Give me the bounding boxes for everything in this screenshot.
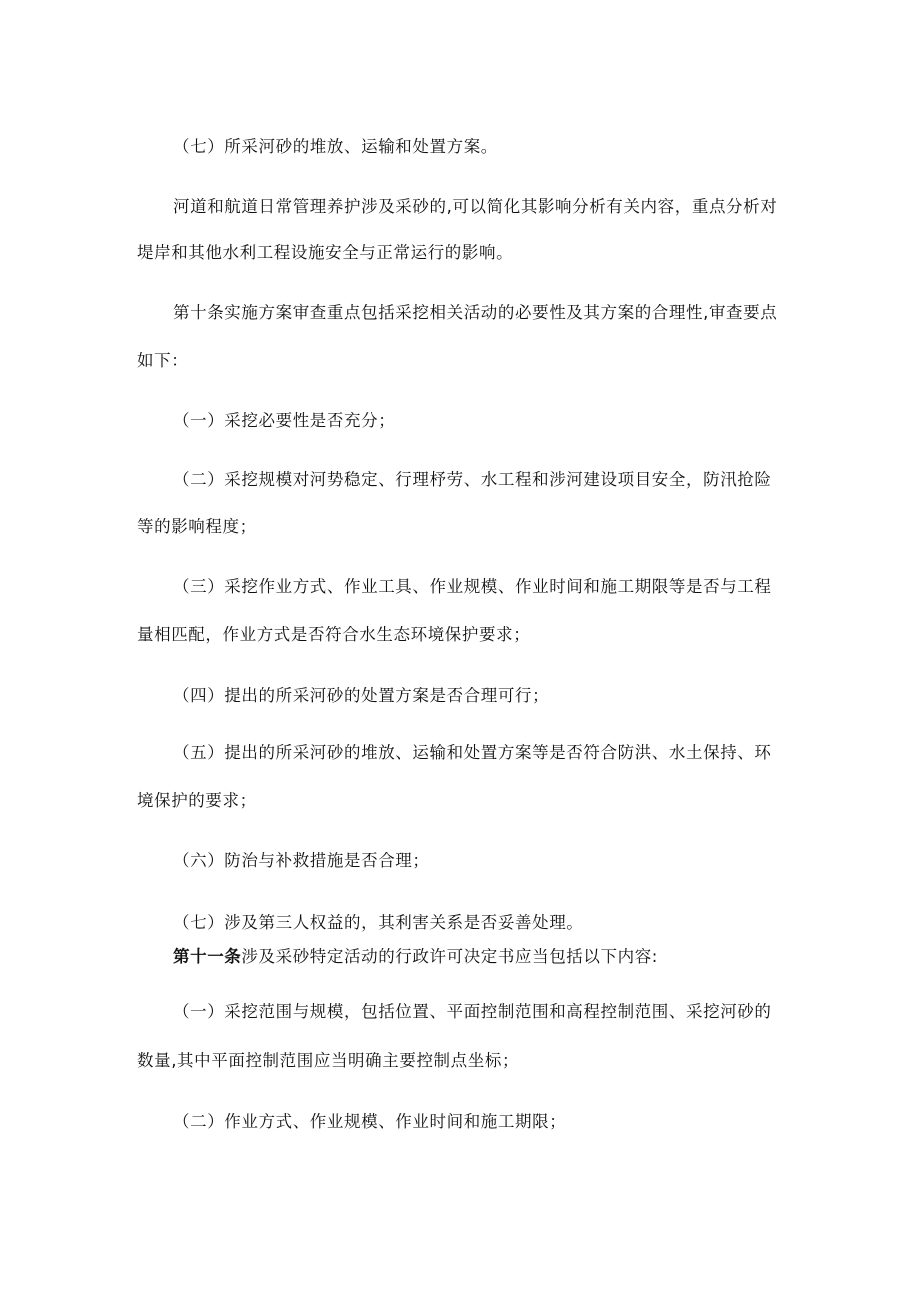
paragraph-7-disposal-plan: （七）所采河砂的堆放、运输和处置方案。: [173, 137, 498, 156]
paragraph-daily-maintenance-line2: 堤岸和其他水利工程设施安全与正常运行的影响。: [137, 243, 514, 262]
review-item-1: （一）采挖必要性是否充分；: [173, 411, 396, 430]
decision-item-1-line1: （一）采挖范围与规模，包括位置、平面控制范围和高程控制范围、采挖河砂的: [173, 1002, 772, 1021]
article-11: [173, 945, 833, 969]
review-item-5-line1: （五）提出的所采河砂的堆放、运输和处置方案等是否符合防洪、水土保持、环: [173, 743, 772, 762]
review-item-2-line1: （二）采挖规模对河势稳定、行理杼劳、水工程和涉河建设项目安全，防汛抢险: [173, 470, 772, 489]
review-item-3-line1: （三）采挖作业方式、作业工具、作业规模、作业时间和施工期限等是否与工程: [173, 577, 772, 596]
article-10-line1: 第十条实施方案审查重点包括采挖相关活动的必要性及其方案的合理性,审查要点: [173, 303, 778, 322]
article-11-heading: 第十一条: [173, 947, 242, 966]
article-10-line2: 如下：: [137, 351, 189, 370]
article-11-text: 涉及采砂特定活动的行政许可决定书应当包括以下内容:: [241, 947, 658, 966]
review-item-7: （七）涉及第三人权益的，其利害关系是否妥善处理。: [173, 913, 584, 932]
review-item-3-line2: 量相匹配，作业方式是否符合水生态环境保护要求；: [137, 625, 531, 644]
review-item-6: （六）防治与补救措施是否合理；: [173, 851, 430, 870]
decision-item-1-line2: 数量,其中平面控制范围应当明确主要控制点坐标；: [137, 1051, 520, 1070]
decision-item-2: （二）作业方式、作业规模、作业时间和施工期限；: [173, 1112, 567, 1131]
paragraph-daily-maintenance-line1: 河道和航道日常管理养护涉及采砂的,可以简化其影响分析有关内容，重点分析对: [173, 197, 778, 216]
review-item-2-line2: 等的影响程度；: [137, 517, 257, 536]
review-item-4: （四）提出的所采河砂的处置方案是否合理可行；: [173, 686, 550, 705]
review-item-5-line2: 境保护的要求；: [137, 791, 257, 810]
